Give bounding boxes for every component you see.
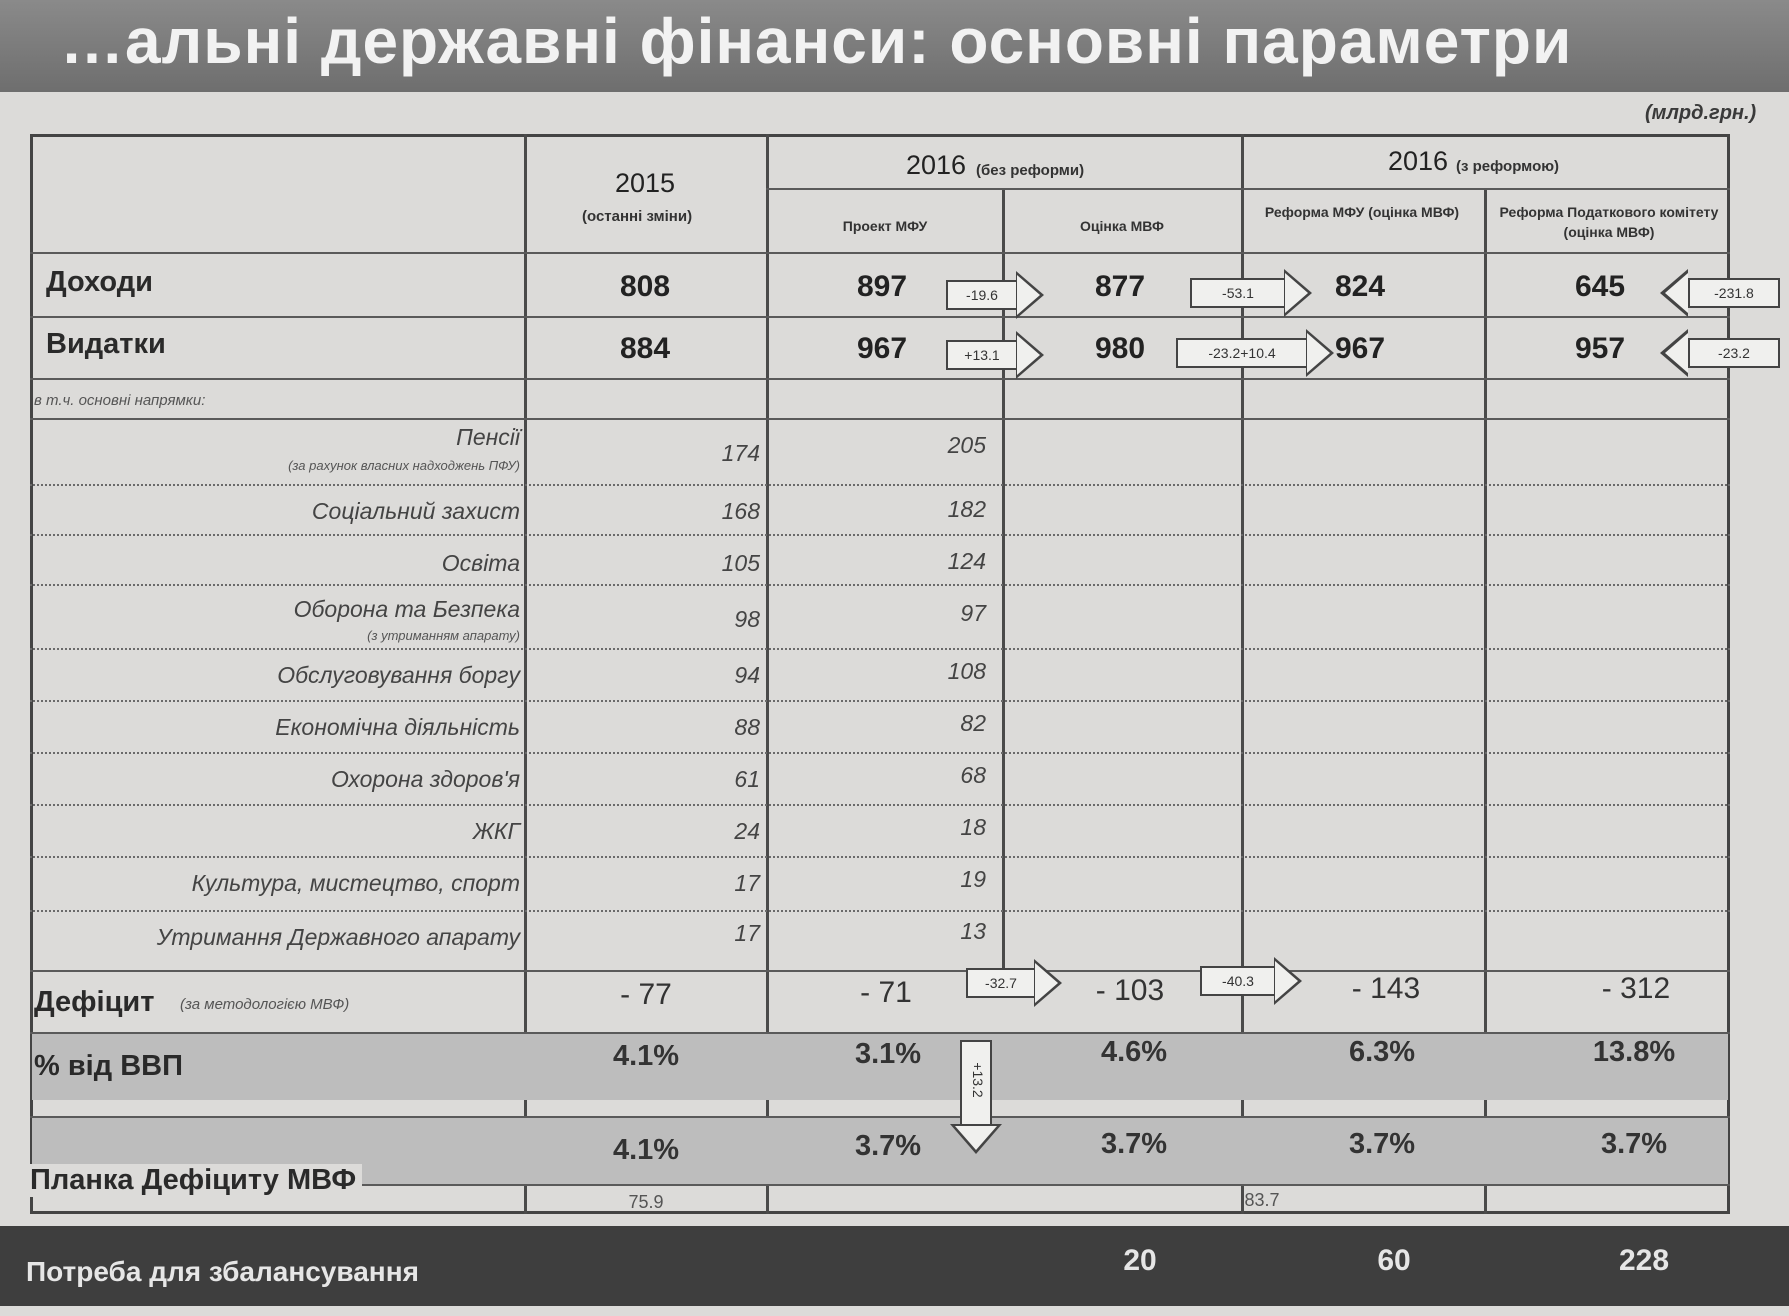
expenditure-change-arrow-2: -23.2+10.4 <box>1176 338 1308 368</box>
imf-target-amount-2015: 75.9 <box>628 1192 664 1212</box>
row-sep <box>30 584 1730 586</box>
row-line-expenditure <box>30 378 1730 380</box>
category-name: ЖКГ <box>472 818 520 844</box>
arrow-right-icon <box>1274 957 1302 1005</box>
header-sub-line <box>766 188 1730 190</box>
arrow-left-icon <box>1660 329 1688 377</box>
row-line-revenue <box>30 316 1730 318</box>
category-2016: 124 <box>947 548 986 574</box>
category-name: Культура, мистецтво, спорт <box>191 870 520 896</box>
category-2016: 97 <box>960 600 986 626</box>
expenditure-change-arrow-3: -23.2 <box>1688 338 1780 368</box>
imf-target-amount-2016: 83.7 <box>1244 1190 1280 1210</box>
header-mfu-draft: Проект МФУ <box>842 218 928 234</box>
deficit-note: (за методологією МВФ) <box>180 996 350 1013</box>
row-sep <box>30 648 1730 650</box>
gdp-mfu: 3.1% <box>854 1038 922 1070</box>
category-2016: 82 <box>960 710 986 736</box>
header-2015-note: (останні зміни) <box>582 208 693 225</box>
category-2015: 168 <box>721 498 760 524</box>
category-name: Оборона та Безпека <box>293 596 520 622</box>
row-sep <box>30 700 1730 702</box>
expenditure-reform-tax: 957 <box>1574 332 1626 365</box>
row-sep <box>30 484 1730 486</box>
deficit-change-arrow-2: -40.3 <box>1200 966 1276 996</box>
category-2016: 205 <box>947 432 986 458</box>
row-sep <box>30 534 1730 536</box>
header-imf-estimate: Оцінка МВФ <box>1080 218 1164 234</box>
category-2016: 108 <box>947 658 986 684</box>
units-label: (млрд.грн.) <box>1645 102 1757 124</box>
row-line-deficit <box>30 970 1730 972</box>
category-note: (за рахунок власних надходжень ПФУ) <box>288 458 520 473</box>
deficit-imf: - 103 <box>1095 974 1165 1007</box>
deficit-mfu: - 71 <box>860 976 912 1009</box>
category-name: Обслуговування боргу <box>277 662 520 688</box>
category-name: Освіта <box>441 550 520 576</box>
balance-imf: 20 <box>1123 1244 1157 1277</box>
category-2015: 61 <box>734 766 760 792</box>
category-name: Пенсії <box>456 424 520 450</box>
category-2015: 24 <box>734 818 760 844</box>
gdp-imf: 4.6% <box>1100 1036 1168 1068</box>
revenue-mfu: 897 <box>856 270 908 303</box>
expenditure-label: Видатки <box>46 328 166 360</box>
gdp-reform-mfu: 6.3% <box>1348 1036 1416 1068</box>
row-sep <box>30 856 1730 858</box>
gdp-2015: 4.1% <box>612 1040 680 1072</box>
arrow-right-icon <box>1306 329 1334 377</box>
deficit-label: Дефіцит <box>34 986 155 1018</box>
title-banner <box>0 0 1789 92</box>
category-2016: 182 <box>947 496 986 522</box>
header-mfu-reform: Реформа МФУ (оцінка МВФ) <box>1264 204 1460 220</box>
gdp-change-arrow <box>960 1040 992 1126</box>
row-sep <box>30 910 1730 912</box>
revenue-change-arrow-2: -53.1 <box>1190 278 1286 308</box>
revenue-2015: 808 <box>619 270 671 303</box>
category-2015: 105 <box>721 550 760 576</box>
balance-reform-mfu: 60 <box>1377 1244 1411 1277</box>
revenue-change-arrow-1: -19.6 <box>946 280 1018 310</box>
expenditure-change-arrow-1: +13.1 <box>946 340 1018 370</box>
row-line-note <box>30 418 1730 420</box>
revenue-reform-tax: 645 <box>1574 270 1626 303</box>
category-2016: 18 <box>960 814 986 840</box>
header-bottom-line <box>30 252 1730 254</box>
revenue-label: Доходи <box>46 266 153 298</box>
row-sep <box>30 804 1730 806</box>
imf-target-label: Планка Дефіциту МВФ <box>30 1164 362 1197</box>
category-2015: 88 <box>734 714 760 740</box>
header-2016-no-reform-note: (без реформи) <box>976 162 1085 179</box>
imf-target-reform-tax: 3.7% <box>1600 1128 1668 1160</box>
imf-target-2015: 4.1% <box>612 1134 680 1166</box>
category-2015: 17 <box>734 870 760 896</box>
category-2015: 174 <box>721 440 760 466</box>
category-name: Охорона здоров'я <box>330 766 520 792</box>
category-2016: 13 <box>960 918 986 944</box>
revenue-reform-mfu: 824 <box>1334 270 1386 303</box>
deficit-reform-mfu: - 143 <box>1351 972 1421 1005</box>
category-note: (з утриманням апарату) <box>367 628 520 643</box>
expenditure-imf: 980 <box>1094 332 1146 365</box>
deficit-reform-tax: - 312 <box>1601 972 1671 1005</box>
arrow-right-icon <box>1034 959 1062 1007</box>
category-2015: 98 <box>734 606 760 632</box>
category-name: Економічна діяльність <box>275 714 520 740</box>
deficit-change-arrow-1: -32.7 <box>966 968 1036 998</box>
row-line-gdp-top <box>30 1032 1730 1034</box>
category-2016: 68 <box>960 762 986 788</box>
imf-target-mfu: 3.7% <box>854 1130 922 1162</box>
header-2016-reform-note: (з реформою) <box>1456 158 1560 175</box>
header-2015: 2015 <box>615 168 676 198</box>
expenditure-reform-mfu: 967 <box>1334 332 1386 365</box>
header-2016-no-reform: 2016 <box>906 150 967 180</box>
header-tax-committee-reform: Реформа Податкового комітету (оцінка МВФ) <box>1499 204 1719 240</box>
deficit-2015: - 77 <box>620 978 672 1011</box>
row-sep <box>30 752 1730 754</box>
revenue-change-arrow-3: -231.8 <box>1688 278 1780 308</box>
imf-target-reform-mfu: 3.7% <box>1348 1128 1416 1160</box>
row-line-imf-top <box>30 1116 1730 1118</box>
category-2015: 17 <box>734 920 760 946</box>
balance-label: Потреба для збалансування <box>26 1256 419 1287</box>
expenditure-2015: 884 <box>619 332 671 365</box>
arrow-right-icon <box>1016 271 1044 319</box>
arrow-left-icon <box>1660 269 1688 317</box>
revenue-imf: 877 <box>1094 270 1146 303</box>
imf-target-imf: 3.7% <box>1100 1128 1168 1160</box>
category-2015: 94 <box>734 662 760 688</box>
expenditure-mfu: 967 <box>856 332 908 365</box>
gdp-reform-tax: 13.8% <box>1592 1036 1676 1068</box>
balance-reform-tax: 228 <box>1618 1244 1670 1277</box>
gdp-change-value: +13.2 <box>970 1062 986 1098</box>
page-title: …альні державні фінанси: основні параметри <box>60 5 1573 77</box>
breakdown-note: в т.ч. основні напрямки: <box>34 392 206 409</box>
arrow-right-icon <box>1016 331 1044 379</box>
header-2016-reform: 2016 <box>1388 146 1449 176</box>
arrow-down-icon <box>950 1124 1002 1154</box>
category-name: Утримання Державного апарату <box>156 924 520 950</box>
category-2016: 19 <box>960 866 986 892</box>
gdp-label: % від ВВП <box>34 1050 183 1082</box>
category-name: Соціальний захист <box>311 498 520 524</box>
arrow-right-icon <box>1284 269 1312 317</box>
